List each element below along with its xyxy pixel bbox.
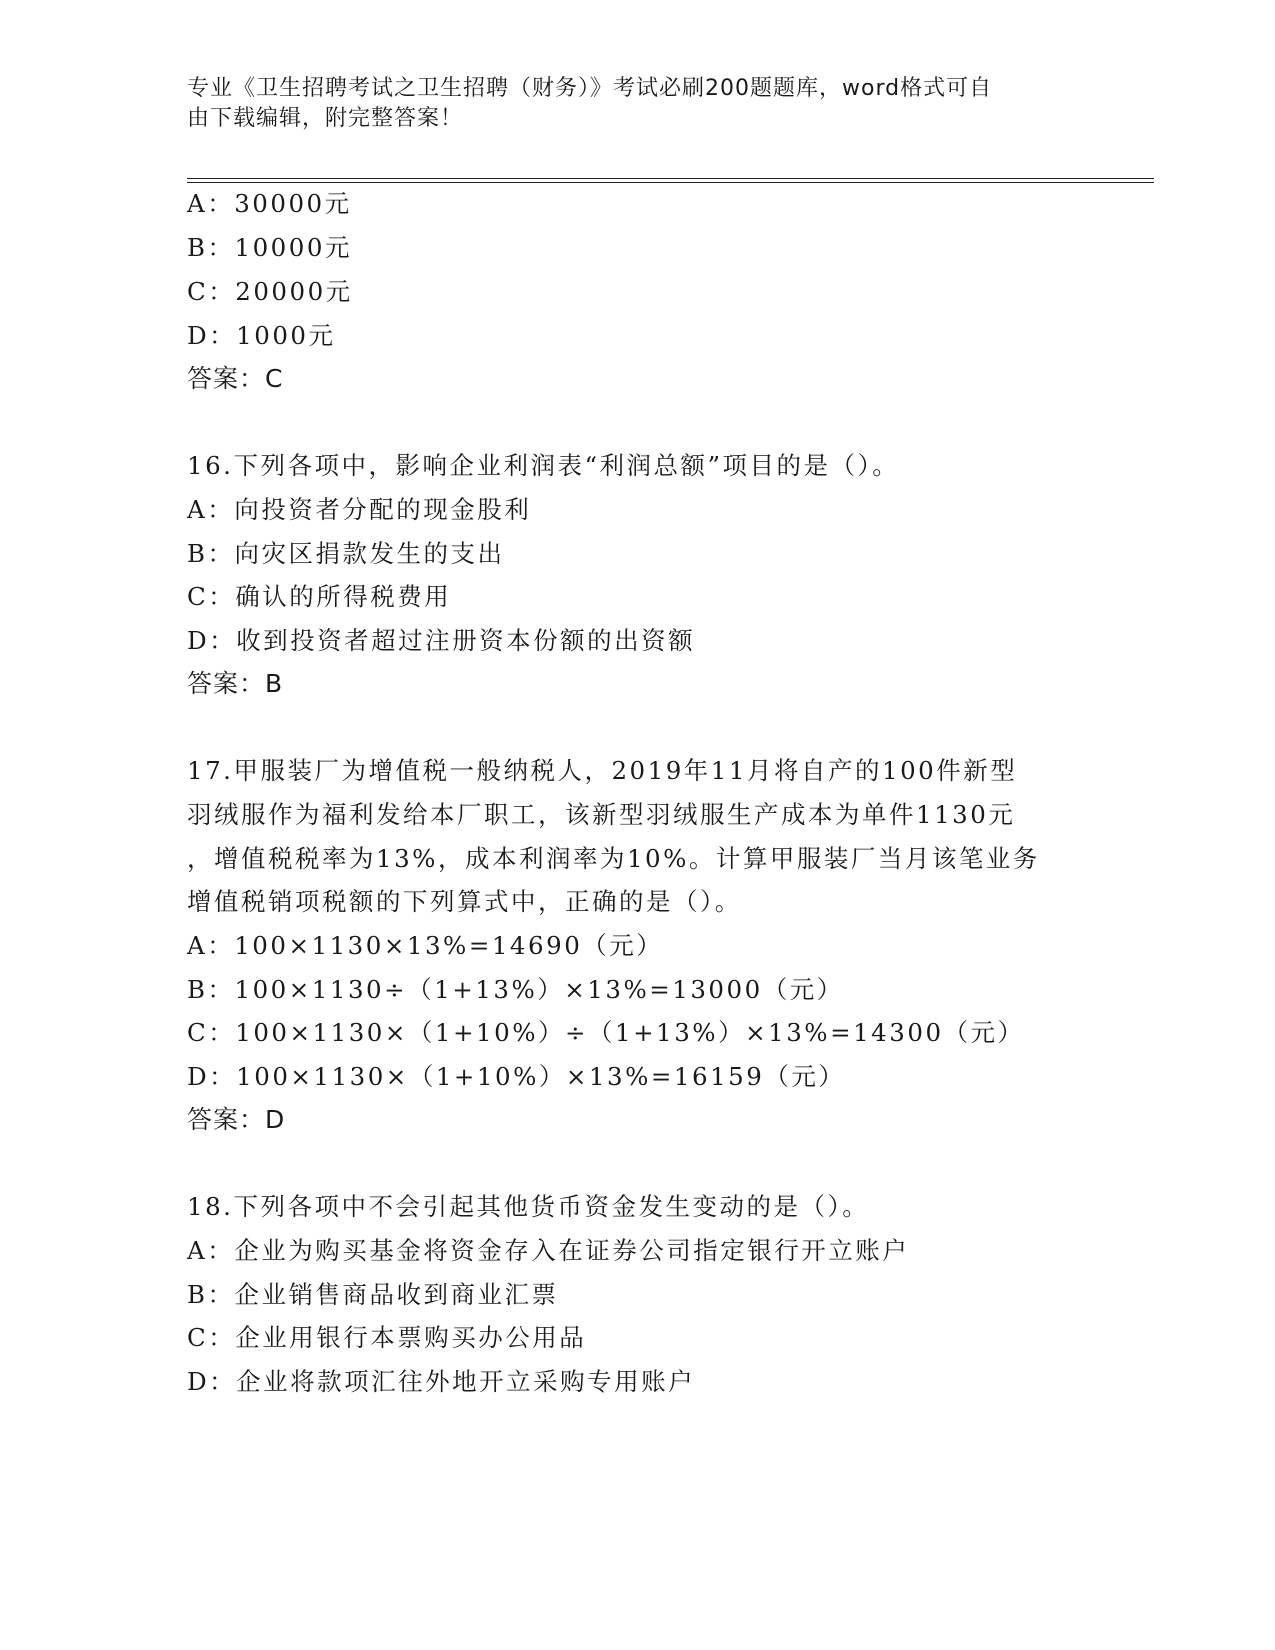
header-divider-top <box>187 178 1154 179</box>
q18-option-c: C：企业用银行本票购买办公用品 <box>187 1323 587 1352</box>
q17-option-b: B：100×1130÷（1+13%）×13%=13000（元） <box>187 975 844 1004</box>
q17-stem-line-1: 17.甲服装厂为增值税一般纳税人，2019年11月将自产的100件新型 <box>187 756 1018 785</box>
q16-stem: 16.下列各项中，影响企业利润表“利润总额”项目的是（）。 <box>187 451 900 480</box>
q18-option-d: D：企业将款项汇往外地开立采购专用账户 <box>187 1367 696 1396</box>
q18-option-a: A：企业为购买基金将资金存入在证券公司指定银行开立账户 <box>187 1236 910 1265</box>
q16-option-a: A：向投资者分配的现金股利 <box>187 495 532 524</box>
q16-option-b: B：向灾区捐款发生的支出 <box>187 539 505 568</box>
q17-stem-line-3: ，增值税税率为13%，成本利润率为10%。计算甲服装厂当月该笔业务 <box>187 844 1040 873</box>
q15-option-b: B：10000元 <box>187 233 352 262</box>
q17-option-c: C：100×1130×（1+10%）÷（1+13%）×13%=14300（元） <box>187 1018 1025 1047</box>
header-divider-bottom <box>187 182 1154 183</box>
q17-option-a: A：100×1130×13%=14690（元） <box>187 931 664 960</box>
document-header <box>187 74 1067 134</box>
q17-option-d: D：100×1130×（1+10%）×13%=16159（元） <box>187 1062 846 1091</box>
q17-stem-line-4: 增值税销项税额的下列算式中，正确的是（）。 <box>187 887 742 916</box>
q17-answer: 答案：D <box>187 1105 286 1134</box>
q15-option-c: C：20000元 <box>187 277 353 306</box>
q15-option-d: D：1000元 <box>187 321 336 350</box>
q16-option-c: C：确认的所得税费用 <box>187 582 452 611</box>
q18-option-b: B：企业销售商品收到商业汇票 <box>187 1280 559 1309</box>
header-line-2: 由下载编辑，附完整答案！ <box>187 106 464 131</box>
q15-option-a: A：30000元 <box>187 189 352 218</box>
q16-option-d: D：收到投资者超过注册资本份额的出资额 <box>187 626 696 655</box>
header-line-1: 专业《卫生招聘考试之卫生招聘（财务）》考试必刷200题题库，word格式可自 <box>187 76 993 101</box>
q17-stem-line-2: 羽绒服作为福利发给本厂职工，该新型羽绒服生产成本为单件1130元 <box>187 800 1016 829</box>
q16-answer: 答案：B <box>187 669 284 698</box>
q15-answer: 答案：C <box>187 364 284 393</box>
q18-stem: 18.下列各项中不会引起其他货币资金发生变动的是（）。 <box>187 1192 870 1221</box>
